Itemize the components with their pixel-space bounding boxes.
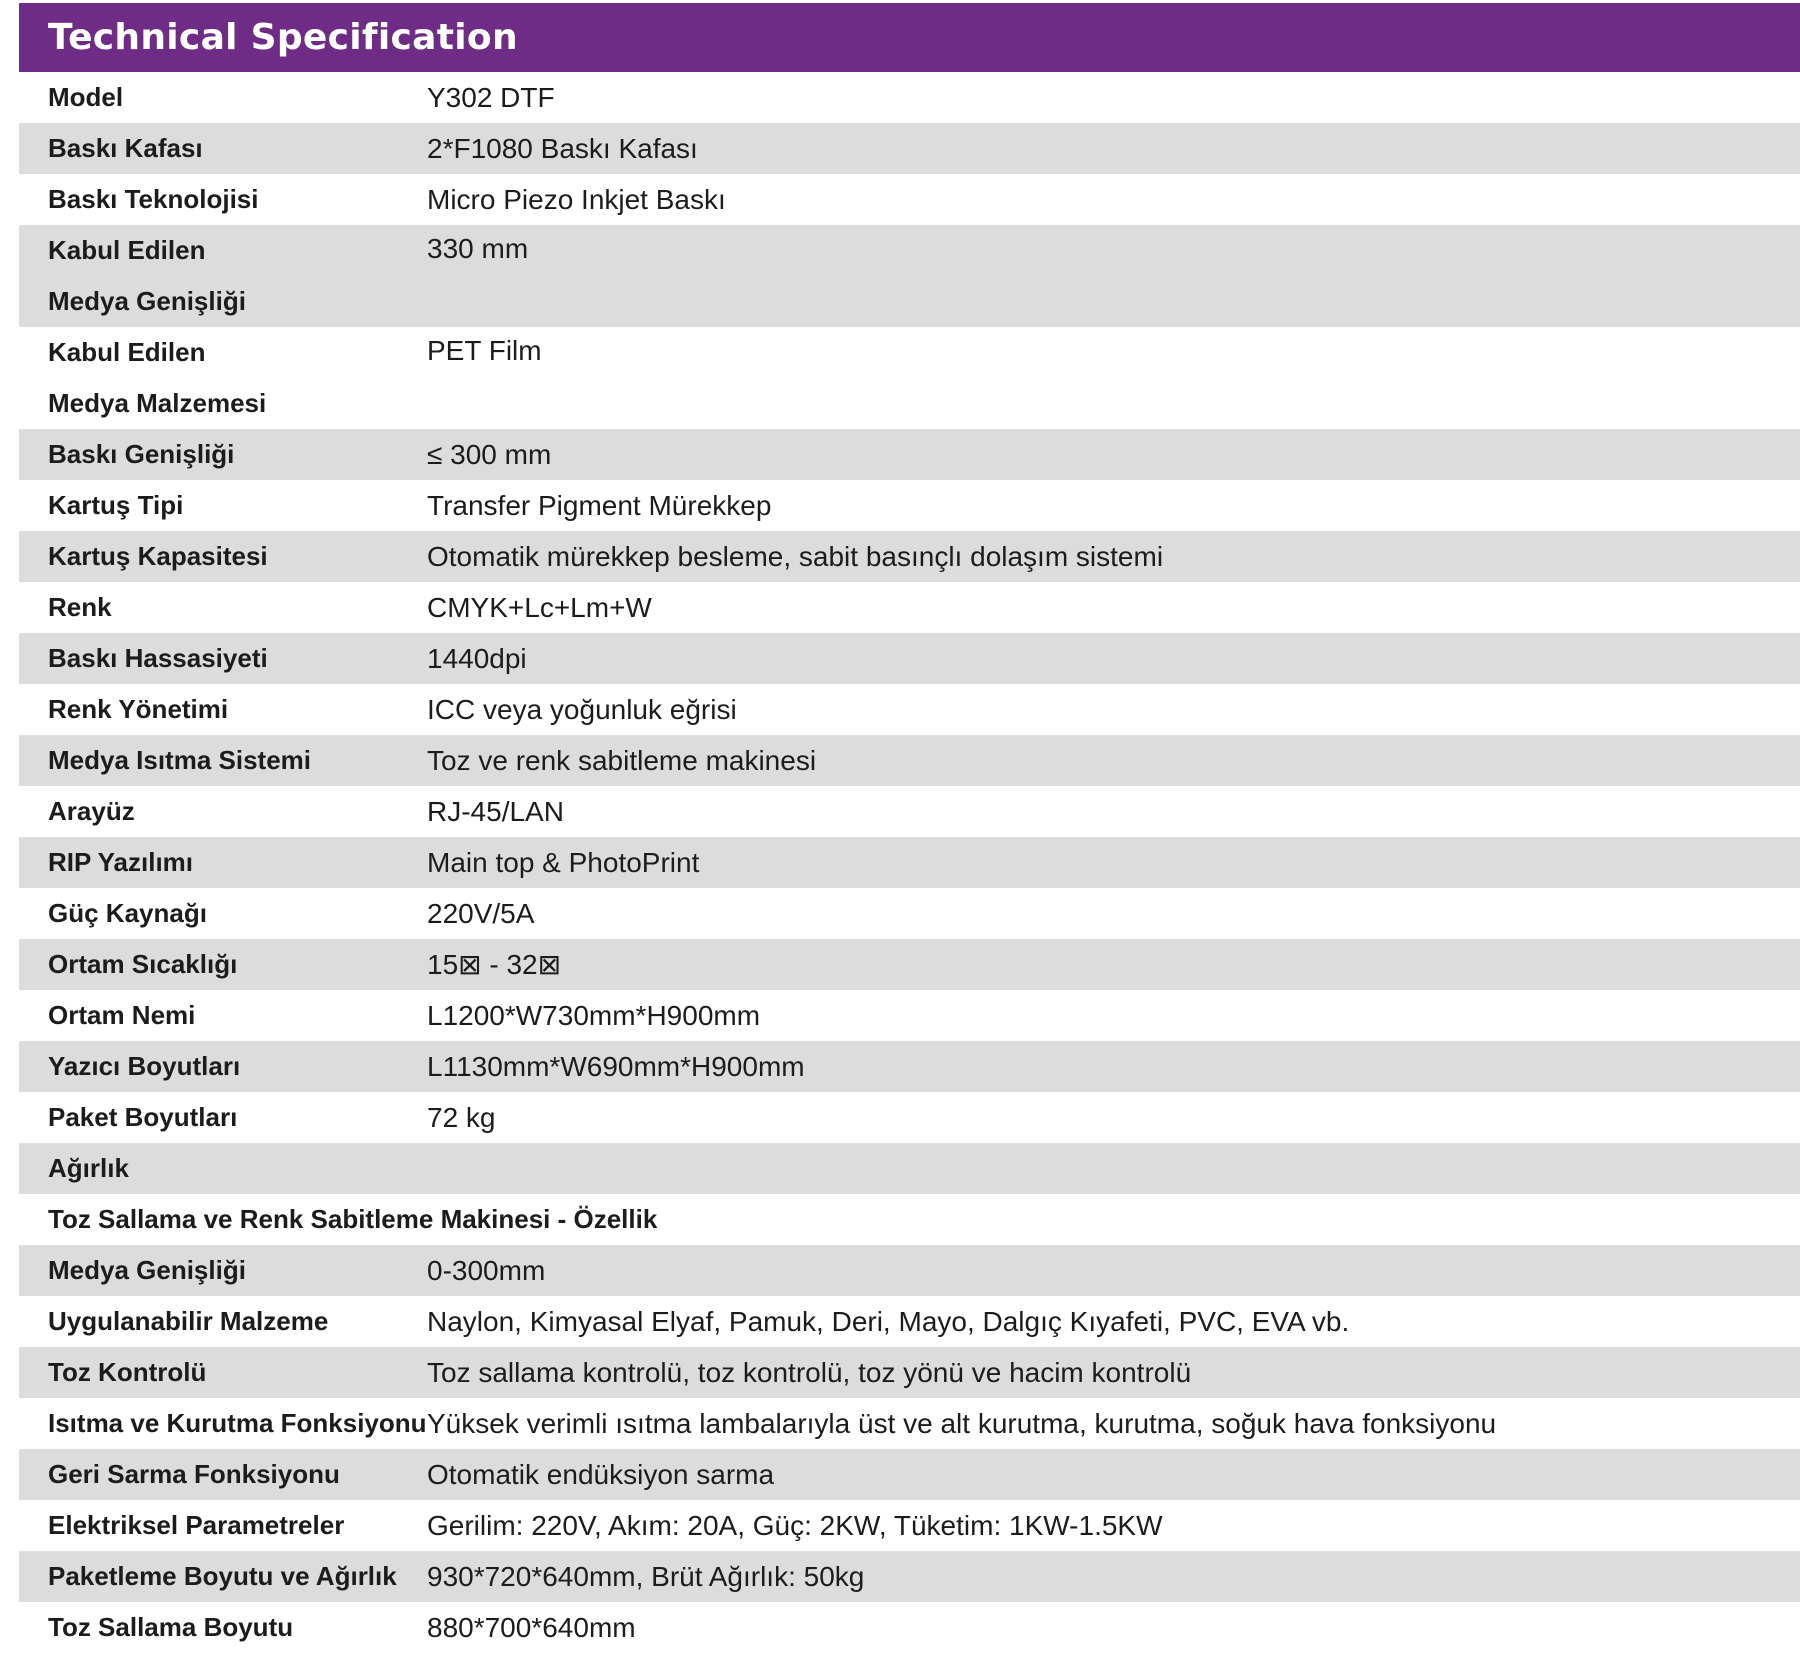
spec-row <box>19 1143 1800 1194</box>
spec-label <box>19 174 427 225</box>
machine-spec-value: Gerilim: 220V, Akım: 20A, Güç: 2KW, Tüketim: 1KW-1.5KW <box>427 1509 1163 1541</box>
machine-spec-label: Paketleme Boyutu ve Ağırlık <box>48 1561 397 1591</box>
spec-row <box>19 72 1800 123</box>
machine-spec-value: Naylon, Kimyasal Elyaf, Pamuk, Deri, Mayo, Dalgıç Kıyafeti, PVC, EVA vb. <box>427 1305 1350 1337</box>
spec-row <box>19 1296 1800 1347</box>
spec-row <box>19 1449 1800 1500</box>
spec-label-line: Medya Isıtma Sistemi <box>48 745 311 775</box>
spec-row <box>19 225 1800 327</box>
spec-value: Transfer Pigment Mürekkep <box>427 489 772 521</box>
spec-label-line: Kabul Edilen <box>48 337 206 367</box>
spec-row <box>19 582 1800 633</box>
spec-sheet <box>19 3 1800 1653</box>
spec-row <box>19 327 1800 429</box>
section-title: Toz Sallama ve Renk Sabitleme Makinesi - Özellik <box>48 1204 658 1234</box>
spec-row <box>19 1551 1800 1602</box>
spec-row <box>19 939 1800 990</box>
spec-label-line: Baskı Teknolojisi <box>48 184 259 214</box>
machine-spec-label: Toz Kontrolü <box>48 1357 207 1387</box>
page-title: Technical Specification <box>48 17 518 58</box>
machine-spec-label: Toz Sallama Boyutu <box>48 1612 294 1642</box>
spec-label-line: Renk <box>48 592 112 622</box>
spec-value: 220V/5A <box>427 897 535 929</box>
spec-label <box>19 990 427 1041</box>
spec-row <box>19 531 1800 582</box>
spec-value: L1130mm*W690mm*H900mm <box>427 1050 805 1082</box>
spec-value: Main top & PhotoPrint <box>427 846 700 878</box>
spec-label <box>19 939 427 990</box>
spec-label-line: Arayüz <box>48 796 135 826</box>
spec-label-line: Medya Genişliği <box>48 286 246 316</box>
spec-table-body <box>19 72 1800 1653</box>
spec-label <box>19 225 427 327</box>
spec-header <box>19 3 1800 72</box>
spec-value: RJ-45/LAN <box>427 795 564 827</box>
spec-row <box>19 735 1800 786</box>
machine-spec-label: Elektriksel Parametreler <box>48 1510 345 1540</box>
spec-value: 15⊠ - 32⊠ <box>427 949 562 980</box>
spec-label-line: Baskı Genişliği <box>48 439 235 469</box>
spec-label-line: Ortam Sıcaklığı <box>48 949 238 979</box>
spec-row <box>19 1194 1800 1245</box>
machine-spec-label: Medya Genişliği <box>48 1255 246 1285</box>
spec-label <box>19 1092 427 1143</box>
spec-row <box>19 174 1800 225</box>
spec-value: L1200*W730mm*H900mm <box>427 999 761 1031</box>
spec-label <box>19 837 427 888</box>
spec-value: PET Film <box>427 335 542 366</box>
spec-label <box>19 531 427 582</box>
spec-row <box>19 1602 1800 1653</box>
spec-row <box>19 888 1800 939</box>
spec-label-line: Yazıcı Boyutları <box>48 1051 241 1081</box>
spec-row <box>19 786 1800 837</box>
machine-spec-value: Yüksek verimli ısıtma lambalarıyla üst ve alt kurutma, kurutma, soğuk hava fonksiyonu <box>427 1407 1497 1439</box>
spec-label-line: Kartuş Kapasitesi <box>48 541 268 571</box>
spec-row <box>19 480 1800 531</box>
spec-label-line: RIP Yazılımı <box>48 847 194 877</box>
machine-spec-label: Geri Sarma Fonksiyonu <box>48 1459 340 1489</box>
spec-value: 1440dpi <box>427 642 527 674</box>
machine-spec-value: Toz sallama kontrolü, toz kontrolü, toz yönü ve hacim kontrolü <box>427 1356 1192 1388</box>
spec-label <box>19 72 427 123</box>
spec-value: Micro Piezo Inkjet Baskı <box>427 183 726 215</box>
spec-value: Otomatik mürekkep besleme, sabit basınçlı dolaşım sistemi <box>427 540 1164 572</box>
spec-label <box>19 123 427 174</box>
machine-spec-value: 0-300mm <box>427 1254 546 1286</box>
spec-label <box>19 582 427 633</box>
spec-row <box>19 123 1800 174</box>
spec-table <box>19 72 1800 1653</box>
spec-label <box>19 1041 427 1092</box>
machine-spec-label: Isıtma ve Kurutma Fonksiyonu <box>48 1408 427 1438</box>
spec-label-line: Medya Malzemesi <box>48 388 267 418</box>
spec-label-line: Paket Boyutları <box>48 1102 238 1132</box>
spec-value: CMYK+Lc+Lm+W <box>427 591 652 623</box>
spec-row <box>19 1092 1800 1143</box>
spec-label-line: Ağırlık <box>48 1153 129 1183</box>
spec-row <box>19 1347 1800 1398</box>
spec-label <box>19 480 427 531</box>
spec-label-line: Kartuş Tipi <box>48 490 184 520</box>
spec-label <box>19 735 427 786</box>
spec-label-line: Renk Yönetimi <box>48 694 229 724</box>
spec-value: 2*F1080 Baskı Kafası <box>427 132 698 164</box>
spec-row <box>19 684 1800 735</box>
spec-value: Y302 DTF <box>427 81 555 113</box>
spec-value: ≤ 300 mm <box>427 438 552 470</box>
machine-spec-value: 880*700*640mm <box>427 1611 636 1643</box>
machine-spec-value: 930*720*640mm, Brüt Ağırlık: 50kg <box>427 1560 865 1592</box>
spec-label <box>19 684 427 735</box>
spec-label-line: Model <box>48 82 124 112</box>
spec-value: 72 kg <box>427 1101 496 1133</box>
spec-label <box>19 429 427 480</box>
spec-label <box>19 327 427 429</box>
machine-spec-value: Otomatik endüksiyon sarma <box>427 1458 775 1490</box>
spec-row <box>19 1398 1800 1449</box>
spec-value <box>427 1143 1800 1194</box>
spec-row <box>19 429 1800 480</box>
spec-label <box>19 633 427 684</box>
spec-label <box>19 786 427 837</box>
spec-row <box>19 990 1800 1041</box>
spec-row <box>19 1500 1800 1551</box>
spec-label-line: Kabul Edilen <box>48 235 206 265</box>
spec-value: 330 mm <box>427 233 529 264</box>
spec-label <box>19 888 427 939</box>
spec-row <box>19 633 1800 684</box>
spec-label-line: Baskı Kafası <box>48 133 203 163</box>
spec-value: ICC veya yoğunluk eğrisi <box>427 693 737 725</box>
spec-label <box>19 1143 427 1194</box>
spec-label-line: Baskı Hassasiyeti <box>48 643 268 673</box>
machine-spec-label: Uygulanabilir Malzeme <box>48 1306 329 1336</box>
spec-row <box>19 837 1800 888</box>
spec-label-line: Ortam Nemi <box>48 1000 196 1030</box>
spec-label-line: Güç Kaynağı <box>48 898 207 928</box>
spec-value: Toz ve renk sabitleme makinesi <box>427 744 817 776</box>
spec-row <box>19 1041 1800 1092</box>
spec-row <box>19 1245 1800 1296</box>
